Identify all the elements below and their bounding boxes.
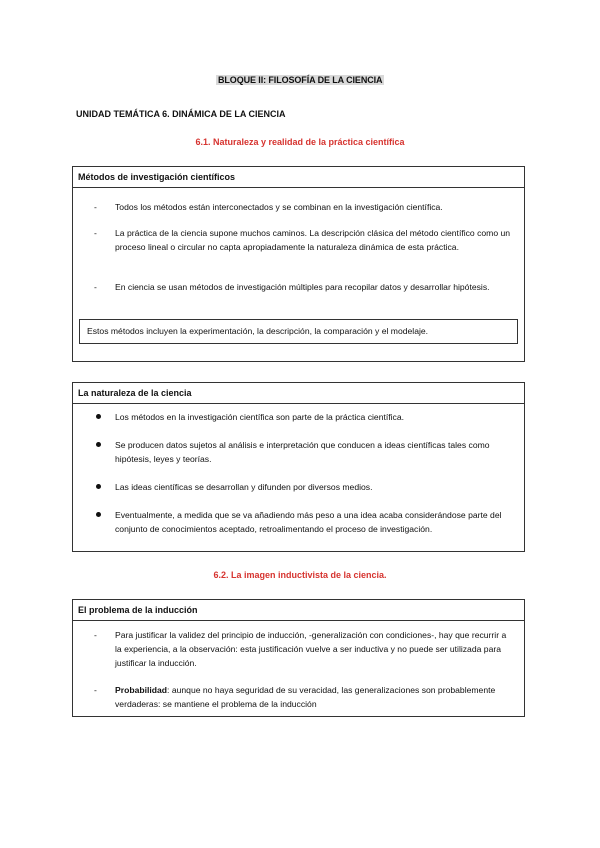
bullet-icon xyxy=(96,484,101,489)
term-definition: : aunque no haya seguridad de su veracidad, las generalizaciones son probablemente verdaderas: se mantiene el problema de la inducción xyxy=(115,685,496,709)
dash-marker: - xyxy=(94,685,97,695)
list-item-text: Para justificar la validez del principio de inducción, -generalización con condiciones-, hay que recurrir a la experiencia, a la observación: esta justificación vuelve a ser inductiva y no puede ser utilizada para justificar la inducción. xyxy=(115,630,507,668)
methods-note: Estos métodos incluyen la experimentación, la descripción, la comparación y el modelaje. xyxy=(79,319,518,344)
section-title-6-1: 6.1. Naturaleza y realidad de la práctica científica xyxy=(195,137,405,147)
bullet-icon xyxy=(96,512,101,517)
list-item-text: Eventualmente, a medida que se va añadiendo más peso a una idea acaba considerándose parte del conjunto de conocimientos aceptado, retroalimentando el proceso de investigación. xyxy=(115,510,502,534)
list-item-text: La práctica de la ciencia supone muchos caminos. La descripción clásica del método científico como un proceso lineal o circular no capta apropiadamente la naturaleza dinámica de esta práctica. xyxy=(115,228,511,252)
list-item-text: Las ideas científicas se desarrollan y difunden por diversos medios. xyxy=(115,482,373,492)
list-item-text: Los métodos en la investigación científica son parte de la práctica científica. xyxy=(115,412,405,422)
dash-marker: - xyxy=(94,282,97,292)
induction-box xyxy=(72,599,525,717)
dash-marker: - xyxy=(94,228,97,238)
bullet-icon xyxy=(96,414,101,419)
dash-marker: - xyxy=(94,202,97,212)
block-title: BLOQUE II: FILOSOFÍA DE LA CIENCIA xyxy=(218,75,383,85)
dash-marker: - xyxy=(94,630,97,640)
section-title-6-2: 6.2. La imagen inductivista de la ciencia. xyxy=(213,570,387,580)
nature-box xyxy=(72,382,525,552)
bullet-icon xyxy=(96,442,101,447)
methods-box-header: Métodos de investigación científicos xyxy=(73,167,524,188)
unit-title: UNIDAD TEMÁTICA 6. DINÁMICA DE LA CIENCIA xyxy=(76,109,286,119)
methods-box xyxy=(72,166,525,362)
list-item-text xyxy=(115,683,514,711)
nature-box-header: La naturaleza de la ciencia xyxy=(73,383,524,404)
list-item-text: En ciencia se usan métodos de investigación múltiples para recopilar datos y desarrollar hipótesis. xyxy=(115,282,490,292)
list-item-text: Todos los métodos están interconectados y se combinan en la investigación científica. xyxy=(115,202,443,212)
induction-box-header: El problema de la inducción xyxy=(73,600,524,621)
list-item-text: Se producen datos sujetos al análisis e interpretación que conducen a ideas científicas tales como hipótesis, leyes y teorías. xyxy=(115,440,490,464)
term-probabilidad: Probabilidad xyxy=(115,685,168,695)
